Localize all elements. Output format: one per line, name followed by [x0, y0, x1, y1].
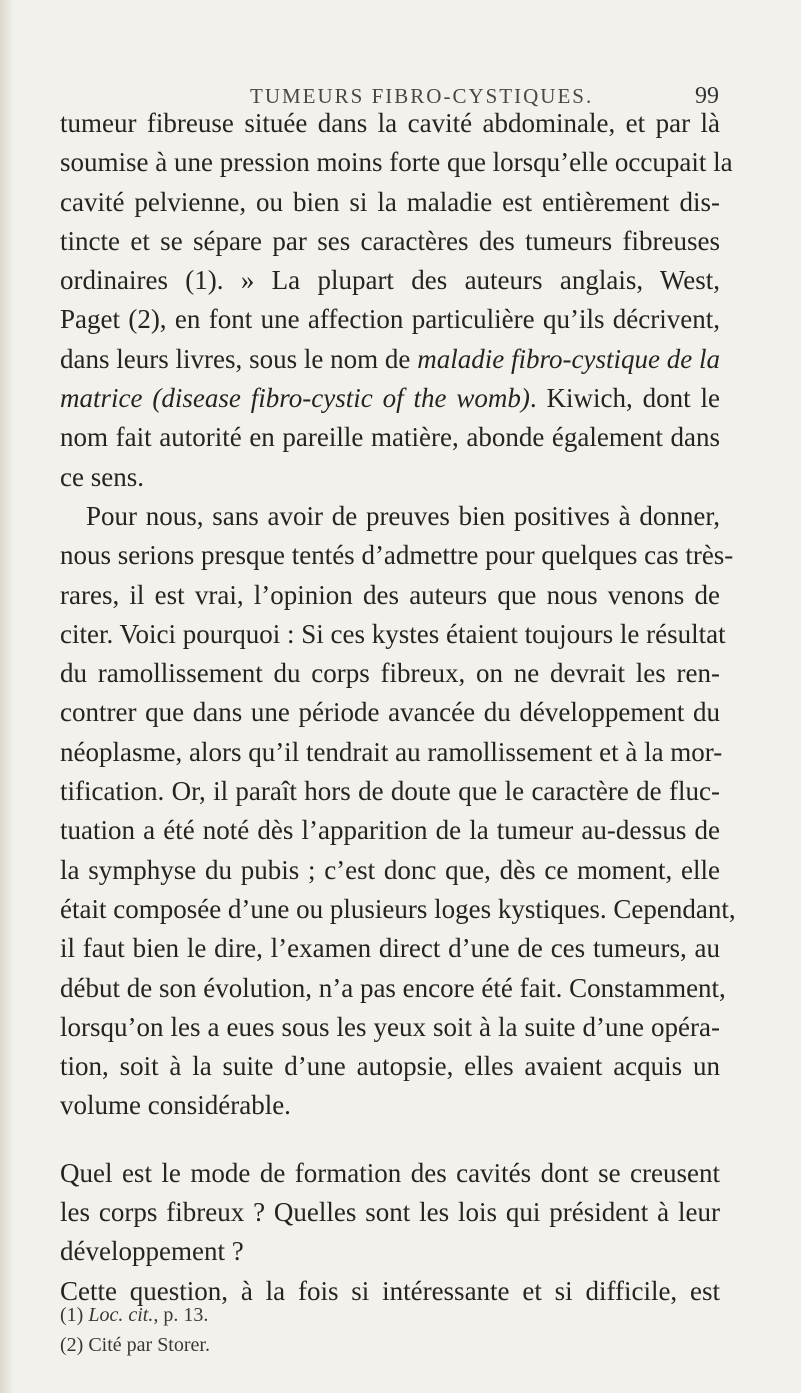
- text-line: les corps fibreux ? Quelles sont les lois qui président à leur: [60, 1197, 720, 1228]
- text-line: Paget (2), en font une affection particulière qu’ils décrivent,: [60, 304, 720, 335]
- text-line: début de son évolution, n’a pas encore été fait. Constamment,: [60, 972, 726, 1003]
- italic-title: matrice (disease fibro-cystic of the womb): [60, 383, 530, 414]
- footnotes: [60, 1300, 210, 1360]
- running-title: TUMEURS FIBRO-CYSTIQUES.: [250, 84, 594, 108]
- footnote-2: (2) Cité par Storer.: [60, 1334, 210, 1356]
- text-line: cavité pelvienne, ou bien si la maladie est entièrement dis-: [60, 186, 720, 217]
- body-text: [60, 104, 736, 1311]
- text-line: nom fait autorité en pareille matière, abonde également dans: [60, 422, 720, 453]
- text-line: tumeur fibreuse située dans la cavité abdominale, et par là: [60, 108, 720, 138]
- text-line: Quel est le mode de formation des cavités dont se creusent: [60, 1157, 720, 1188]
- text-line: Pour nous, sans avoir de preuves bien positives à donner,: [86, 500, 720, 531]
- text-line: néoplasme, alors qu’il tendrait au ramollissement et à la mor-: [60, 736, 723, 767]
- text-line: du ramollissement du corps fibreux, on ne devrait les ren-: [60, 658, 720, 689]
- text-line: tuation a été noté dès l’apparition de la tumeur au-dessus de: [60, 815, 720, 846]
- text-line: rares, il est vrai, l’opinion des auteurs que nous venons de: [60, 579, 720, 610]
- text-line: lorsqu’on les a eues sous les yeux soit à la suite d’une opéra-: [60, 1011, 720, 1042]
- text-line: volume considérable.: [60, 1090, 291, 1121]
- text-line: contrer que dans une période avancée du développement du: [60, 697, 720, 728]
- footnote-number: (1): [60, 1304, 84, 1326]
- text-line: était composée d’une ou plusieurs loges kystiques. Cependant,: [60, 893, 736, 924]
- text-run: dans leurs livres, sous le nom de: [60, 343, 418, 374]
- italic-title: maladie fibro-cystique de la: [417, 343, 720, 374]
- text-line: ordinaires (1). » La plupart des auteurs anglais, West,: [60, 265, 720, 296]
- text-line: soumise à une pression moins forte que lorsqu’elle occupait la: [60, 147, 733, 178]
- text-line: [60, 340, 720, 379]
- text-line: tincte et se sépare par ses caractères des tumeurs fibreuses: [60, 225, 720, 256]
- text-line: tification. Or, il paraît hors de doute que le caractère de fluc-: [60, 776, 720, 807]
- text-line: nous serions presque tentés d’admettre pour quelques cas très-: [60, 540, 734, 571]
- text-line: il faut bien le dire, l’examen direct d’une de ces tumeurs, au: [60, 933, 720, 964]
- text-line: la symphyse du pubis ; c’est donc que, dès ce moment, elle: [60, 854, 720, 885]
- footnote-text: , p. 13.: [153, 1304, 209, 1326]
- footnote-citation: Loc. cit.: [88, 1304, 154, 1326]
- page-number: 99: [695, 83, 719, 109]
- page-edge: [0, 0, 14, 1393]
- paragraph-gap: [60, 1126, 720, 1154]
- text-line: développement ?: [60, 1236, 244, 1267]
- text-line: tion, soit à la suite d’une autopsie, elles avaient acquis un: [60, 1051, 720, 1082]
- text-line: ce sens.: [60, 461, 144, 492]
- text-line: citer. Voici pourquoi : Si ces kystes étaient toujours le résultat: [60, 618, 726, 649]
- footnote-1: [60, 1300, 210, 1330]
- text-run: . Kiwich, dont le: [529, 383, 720, 414]
- text-line: [60, 379, 720, 418]
- text-line: Cette question, à la fois si intéressante et si difficile, est: [60, 1275, 720, 1306]
